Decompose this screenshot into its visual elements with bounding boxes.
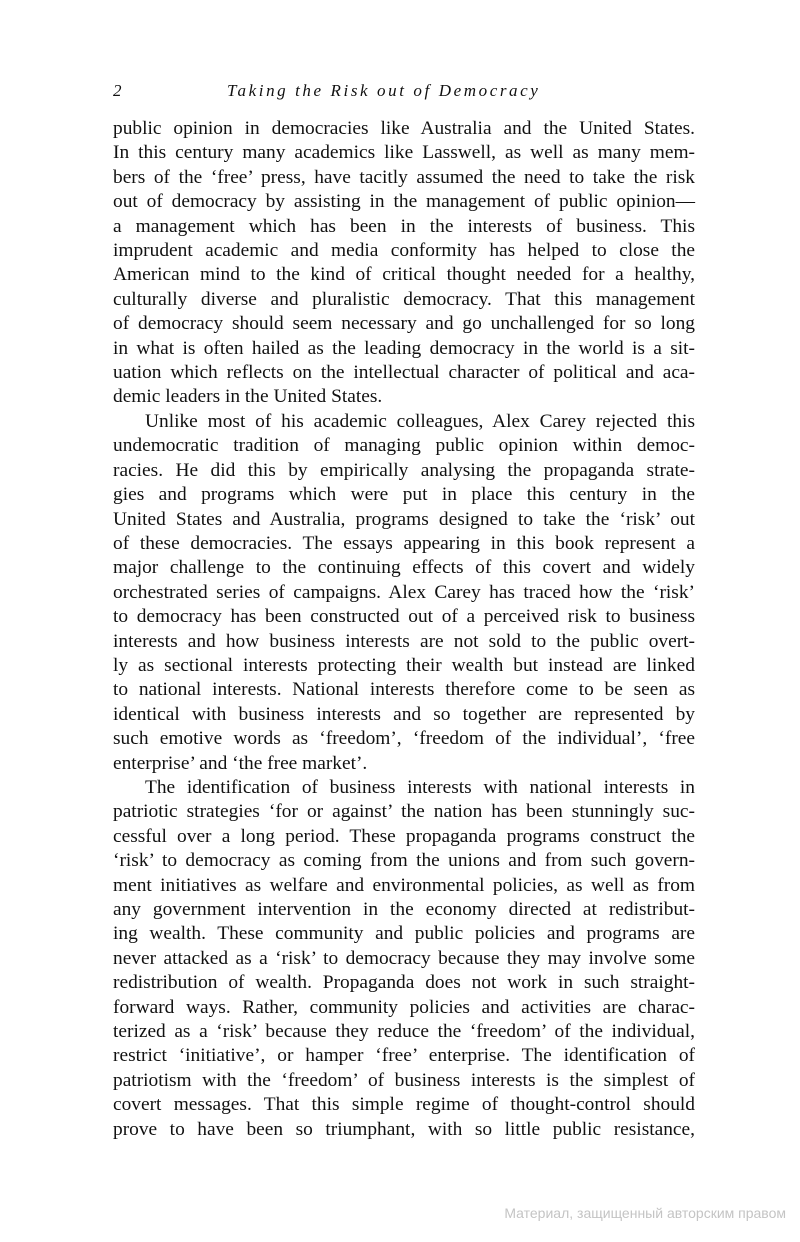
text-line: United States and Australia, programs designed to take the ‘risk’ out [113, 508, 695, 530]
text-line: ‘risk’ to democracy as coming from the unions and from such govern- [113, 850, 695, 872]
text-line: American mind to the kind of critical thought needed for a healthy, [113, 264, 695, 286]
text-line: such emotive words as ‘freedom’, ‘freedom of the individual’, ‘free [113, 728, 695, 750]
text-line: out of democracy by assisting in the management of public opinion— [113, 191, 695, 213]
text-line: patriotic strategies ‘for or against’ the nation has been stunningly suc- [113, 801, 695, 823]
text-line: public opinion in democracies like Australia and the United States. [113, 118, 695, 139]
text-line: Unlike most of his academic colleagues, Alex Carey rejected this [145, 410, 695, 432]
page-number: 2 [113, 81, 122, 100]
paragraph [113, 776, 695, 1142]
text-line: a management which has been in the interests of business. This [113, 215, 695, 237]
text-line: forward ways. Rather, community policies and activities are charac- [113, 996, 695, 1018]
text-line: to democracy has been constructed out of a perceived risk to business [113, 606, 695, 628]
paragraph [113, 117, 695, 410]
text-line: terized as a ‘risk’ because they reduce the ‘freedom’ of the individual, [113, 1021, 695, 1043]
text-line: culturally diverse and pluralistic democracy. That this management [113, 288, 695, 310]
text-line: of democracy should seem necessary and go unchallenged for so long [113, 313, 695, 335]
text-line: ing wealth. These community and public policies and programs are [113, 923, 695, 945]
text-line: of these democracies. The essays appearing in this book represent a [113, 532, 695, 554]
text-line: ment initiatives as welfare and environmental policies, as well as from [113, 874, 695, 896]
book-page [113, 78, 695, 1142]
text-line: identical with business interests and so together are represented by [113, 703, 695, 725]
text-line: In this century many academics like Lasswell, as well as many mem- [113, 142, 695, 164]
text-line: imprudent academic and media conformity has helped to close the [113, 240, 695, 262]
text-line: bers of the ‘free’ press, have tacitly assumed the need to take the risk [113, 166, 695, 188]
text-line: orchestrated series of campaigns. Alex Carey has traced how the ‘risk’ [113, 581, 695, 603]
text-line: enterprise’ and ‘the free market’. [113, 752, 368, 774]
text-line: ly as sectional interests protecting their wealth but instead are linked [113, 654, 695, 676]
running-head [113, 78, 695, 104]
text-line: restrict ‘initiative’, or hamper ‘free’ enterprise. The identification of [113, 1045, 695, 1067]
text-line: uation which reflects on the intellectual character of political and aca- [113, 362, 695, 384]
text-line: never attacked as a ‘risk’ to democracy because they may involve some [113, 947, 695, 969]
text-line: The identification of business interests with national interests in [145, 776, 695, 798]
text-line: any government intervention in the economy directed at redistribut- [113, 899, 695, 920]
book-title: Taking the Risk out of Democracy [227, 81, 541, 100]
text-line: racies. He did this by empirically analysing the propaganda strate- [113, 459, 695, 481]
text-line: patriotism with the ‘freedom’ of business interests is the simplest of [113, 1069, 695, 1091]
text-line: redistribution of wealth. Propaganda does not work in such straight- [113, 972, 695, 994]
text-line: cessful over a long period. These propaganda programs construct the [113, 825, 695, 847]
text-line: prove to have been so triumphant, with so little public resistance, [113, 1118, 695, 1140]
text-line: demic leaders in the United States. [113, 386, 383, 408]
text-line: gies and programs which were put in place this century in the [113, 484, 695, 506]
text-line: undemocratic tradition of managing public opinion within democ- [113, 435, 695, 457]
copyright-watermark: Материал, защищенный авторским правом [504, 1205, 786, 1221]
text-line: covert messages. That this simple regime of thought-control should [113, 1094, 695, 1116]
body-text [113, 117, 695, 1142]
paragraph [113, 410, 695, 776]
text-line: in what is often hailed as the leading democracy in the world is a sit- [113, 337, 695, 359]
text-line: to national interests. National interests therefore come to be seen as [113, 679, 695, 701]
text-line: major challenge to the continuing effects of this covert and widely [113, 557, 695, 579]
text-line: interests and how business interests are not sold to the public overt- [113, 630, 695, 652]
